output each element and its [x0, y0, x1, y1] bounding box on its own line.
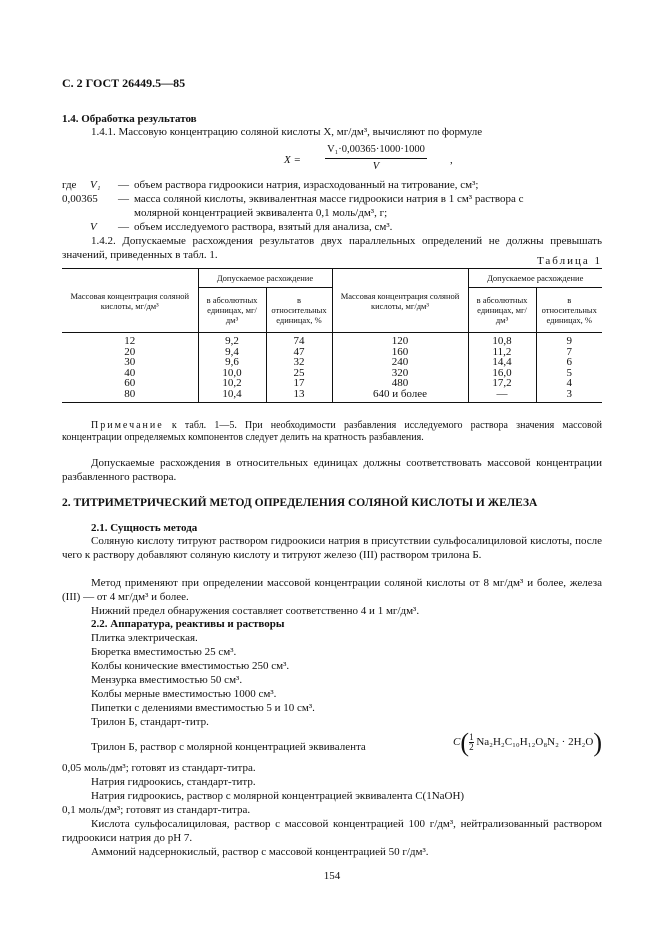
- naoh-solution: Натрия гидроокись, раствор с молярной концентрацией эквивалента C(1NaOH): [91, 790, 465, 802]
- cell-concentration: 480: [332, 378, 468, 389]
- cell-abs: 10,4: [198, 389, 266, 403]
- header-tolerance-right: Допускаемое расхождение: [468, 269, 602, 288]
- section-2-1-title: 2.1. Сущность метода: [91, 522, 198, 534]
- formula-comma: ,: [450, 154, 453, 166]
- cell-concentration: 20: [62, 347, 198, 358]
- header-concentration-right: Массовая концентрация соляной кислоты, мг/дм³: [332, 269, 468, 333]
- paragraph-2-1-2: Метод применяют при определении массовой концентрации соляной кислоты от 8 мг/дм³ и более, железа (III) — от 4 мг/дм³ и более.: [62, 577, 602, 603]
- chem-close-paren: ): [593, 728, 602, 758]
- header-abs-right: в абсолютных единицах, мг/дм³: [468, 288, 536, 333]
- cell-abs: 9,2: [198, 333, 266, 347]
- definition-symbol: где: [62, 179, 77, 191]
- equipment-item: Пипетки с делениями вместимостью 5 и 10 см³.: [91, 702, 315, 714]
- equipment-item: Плитка электрическая.: [91, 632, 198, 644]
- paragraph-1-4-1: 1.4.1. Массовую концентрацию соляной кислоты X, мг/дм³, вычисляют по формуле: [91, 126, 483, 138]
- cell-abs: 16,0: [468, 368, 536, 379]
- table-row: [62, 368, 602, 379]
- header-concentration-left: Массовая концентрация соляной кислоты, мг/дм³: [62, 269, 198, 333]
- definition-dash: —: [118, 193, 129, 205]
- table-1: [62, 268, 602, 403]
- equipment-item: Трилон Б, стандарт-титр.: [91, 716, 209, 728]
- definition-row: [62, 206, 602, 220]
- equipment-item: Бюретка вместимостью 25 см³.: [91, 646, 237, 658]
- cell-abs: 10,8: [468, 333, 536, 347]
- paragraph-after-note: Допускаемые расхождения в относительных единицах должны соответствовать массовой концентрации разбавленного раствора.: [62, 457, 602, 483]
- trilon-chemical-formula: [453, 728, 602, 758]
- formula-lhs: X =: [284, 154, 301, 166]
- formula-denominator: V: [372, 161, 380, 172]
- note-text: к табл. 1—5. При необходимости разбавления исследуемого раствора значения массовой концентрации определяемых компонентов следует делить на кратность разбавления.: [62, 420, 603, 443]
- cell-concentration: 160: [332, 347, 468, 358]
- cell-concentration: 120: [332, 333, 468, 347]
- table-row: [62, 357, 602, 368]
- paragraph-1-4-2: 1.4.2. Допускаемые расхождения результатов двух параллельных определений не должны превышать значений, приведенных в табл. 1.: [62, 235, 602, 261]
- table-body: [62, 333, 602, 403]
- variable-definitions: [62, 178, 602, 234]
- definition-text: объем раствора гидроокиси натрия, израсходованный на титрование, см³;: [134, 179, 479, 191]
- cell-rel: 47: [266, 347, 332, 358]
- section-1-4-title: 1.4. Обработка результатов: [62, 113, 197, 125]
- table-row: [62, 389, 602, 403]
- cell-concentration: 240: [332, 357, 468, 368]
- cell-concentration: 12: [62, 333, 198, 347]
- table-row: [62, 333, 602, 347]
- definition-variable: V: [90, 221, 97, 233]
- chem-c: C: [453, 736, 461, 749]
- table-caption: Таблица 1: [536, 255, 602, 267]
- table-note: [62, 420, 602, 444]
- page-header: С. 2 ГОСТ 26449.5—85: [62, 76, 186, 90]
- definition-row: [62, 178, 602, 192]
- chem-fraction-den: 2: [469, 742, 474, 752]
- header-abs-left: в абсолютных единицах, мг/дм³: [198, 288, 266, 333]
- cell-abs: 17,2: [468, 378, 536, 389]
- section-2-2-title: 2.2. Аппаратура, реактивы и растворы: [91, 618, 285, 630]
- formula-x: [284, 142, 484, 182]
- paragraph-2-1-3: Нижний предел обнаружения составляет соответственно 4 и 1 мг/дм³.: [91, 605, 420, 617]
- ammonium-persulfate: Аммоний надсернокислый, раствор с массовой концентрацией 50 г/дм³.: [91, 846, 429, 858]
- note-label: Примечание: [91, 420, 164, 431]
- cell-concentration: 80: [62, 389, 198, 403]
- chem-open-paren: (: [460, 728, 470, 758]
- section-2-title: 2. ТИТРИМЕТРИЧЕСКИЙ МЕТОД ОПРЕДЕЛЕНИЯ СОЛЯНОЙ КИСЛОТЫ И ЖЕЛЕЗА: [62, 497, 538, 509]
- cell-concentration: 30: [62, 357, 198, 368]
- cell-rel: 4: [566, 377, 572, 389]
- cell-concentration: 640 и более: [332, 389, 468, 403]
- cell-rel: 32: [266, 357, 332, 368]
- page-number: 154: [323, 870, 341, 882]
- cell-abs: —: [468, 389, 536, 403]
- sulfosalicylic-acid: Кислота сульфосалициловая, раствор с массовой концентрацией 100 г/дм³, нейтрализованный раствором гидроокиси натрия до pH 7.: [62, 818, 602, 844]
- chem-formula-text: Na₂H₂C₁₀H₁₂O₈N₂ · 2H₂O: [476, 736, 594, 749]
- naoh-continuation: 0,1 моль/дм³; готовят из стандарт-титра.: [62, 804, 251, 816]
- table-row: [62, 378, 602, 389]
- header-tolerance-left: Допускаемое расхождение: [198, 269, 332, 288]
- cell-rel: 3: [566, 387, 572, 400]
- formula-numerator: V₁·0,00365·1000·1000: [325, 143, 427, 159]
- table-row: [62, 347, 602, 358]
- definition-text: молярной концентрацией эквивалента 0,1 моль/дм³, г;: [134, 207, 388, 219]
- cell-rel: 74: [266, 333, 332, 347]
- equipment-item: Колбы мерные вместимостью 1000 см³.: [91, 688, 277, 700]
- formula-fraction: [306, 142, 446, 174]
- cell-abs: 9,4: [198, 347, 266, 358]
- equipment-item: Мензурка вместимостью 50 см³.: [91, 674, 243, 686]
- cell-rel: 5: [566, 366, 572, 379]
- cell-concentration: 40: [62, 368, 198, 379]
- cell-concentration: 320: [332, 368, 468, 379]
- cell-rel: 25: [266, 368, 332, 379]
- definition-row: [62, 220, 602, 234]
- cell-abs: 10,2: [198, 378, 266, 389]
- definition-row: [62, 192, 602, 206]
- chem-fraction-num: 1: [469, 732, 474, 742]
- definition-variable: V₁: [90, 179, 101, 191]
- definition-text: объем исследуемого раствора, взятый для анализа, см³.: [134, 221, 393, 233]
- trilon-continuation: 0,05 моль/дм³; готовят из стандарт-титра.: [62, 762, 256, 774]
- cell-concentration: 60: [62, 378, 198, 389]
- paragraph-2-1-1: Соляную кислоту титруют раствором гидроокиси натрия в присутствии сульфосалициловой кислоты, после чего к раствору добавляют соляную кислоту и титруют железо (III) раствором трилона Б.: [62, 535, 602, 561]
- cell-rel: 9: [566, 335, 572, 347]
- definition-symbol: 0,00365: [62, 193, 98, 205]
- cell-rel: 13: [266, 389, 332, 403]
- header-rel-left: в относительных единицах, %: [266, 288, 332, 333]
- header-rel-right: в относительных единицах, %: [536, 288, 602, 333]
- cell-abs: 11,2: [468, 347, 536, 358]
- cell-rel: 17: [266, 378, 332, 389]
- cell-abs: 9,6: [198, 357, 266, 368]
- cell-rel: 6: [566, 356, 572, 368]
- cell-abs: 14,4: [468, 357, 536, 368]
- trilon-solution-line: Трилон Б, раствор с молярной концентрацией эквивалента: [91, 741, 366, 753]
- equipment-item: Колбы конические вместимостью 250 см³.: [91, 660, 290, 672]
- definition-dash: —: [118, 179, 129, 191]
- tolerance-table: [62, 268, 602, 403]
- chem-fraction: [469, 733, 474, 752]
- definition-text: масса соляной кислоты, эквивалентная массе гидроокиси натрия в 1 см³ раствора с: [134, 193, 524, 205]
- cell-rel: 7: [566, 345, 572, 358]
- naoh-standard: Натрия гидроокись, стандарт-титр.: [91, 776, 256, 788]
- definition-dash: —: [118, 221, 129, 233]
- cell-abs: 10,0: [198, 368, 266, 379]
